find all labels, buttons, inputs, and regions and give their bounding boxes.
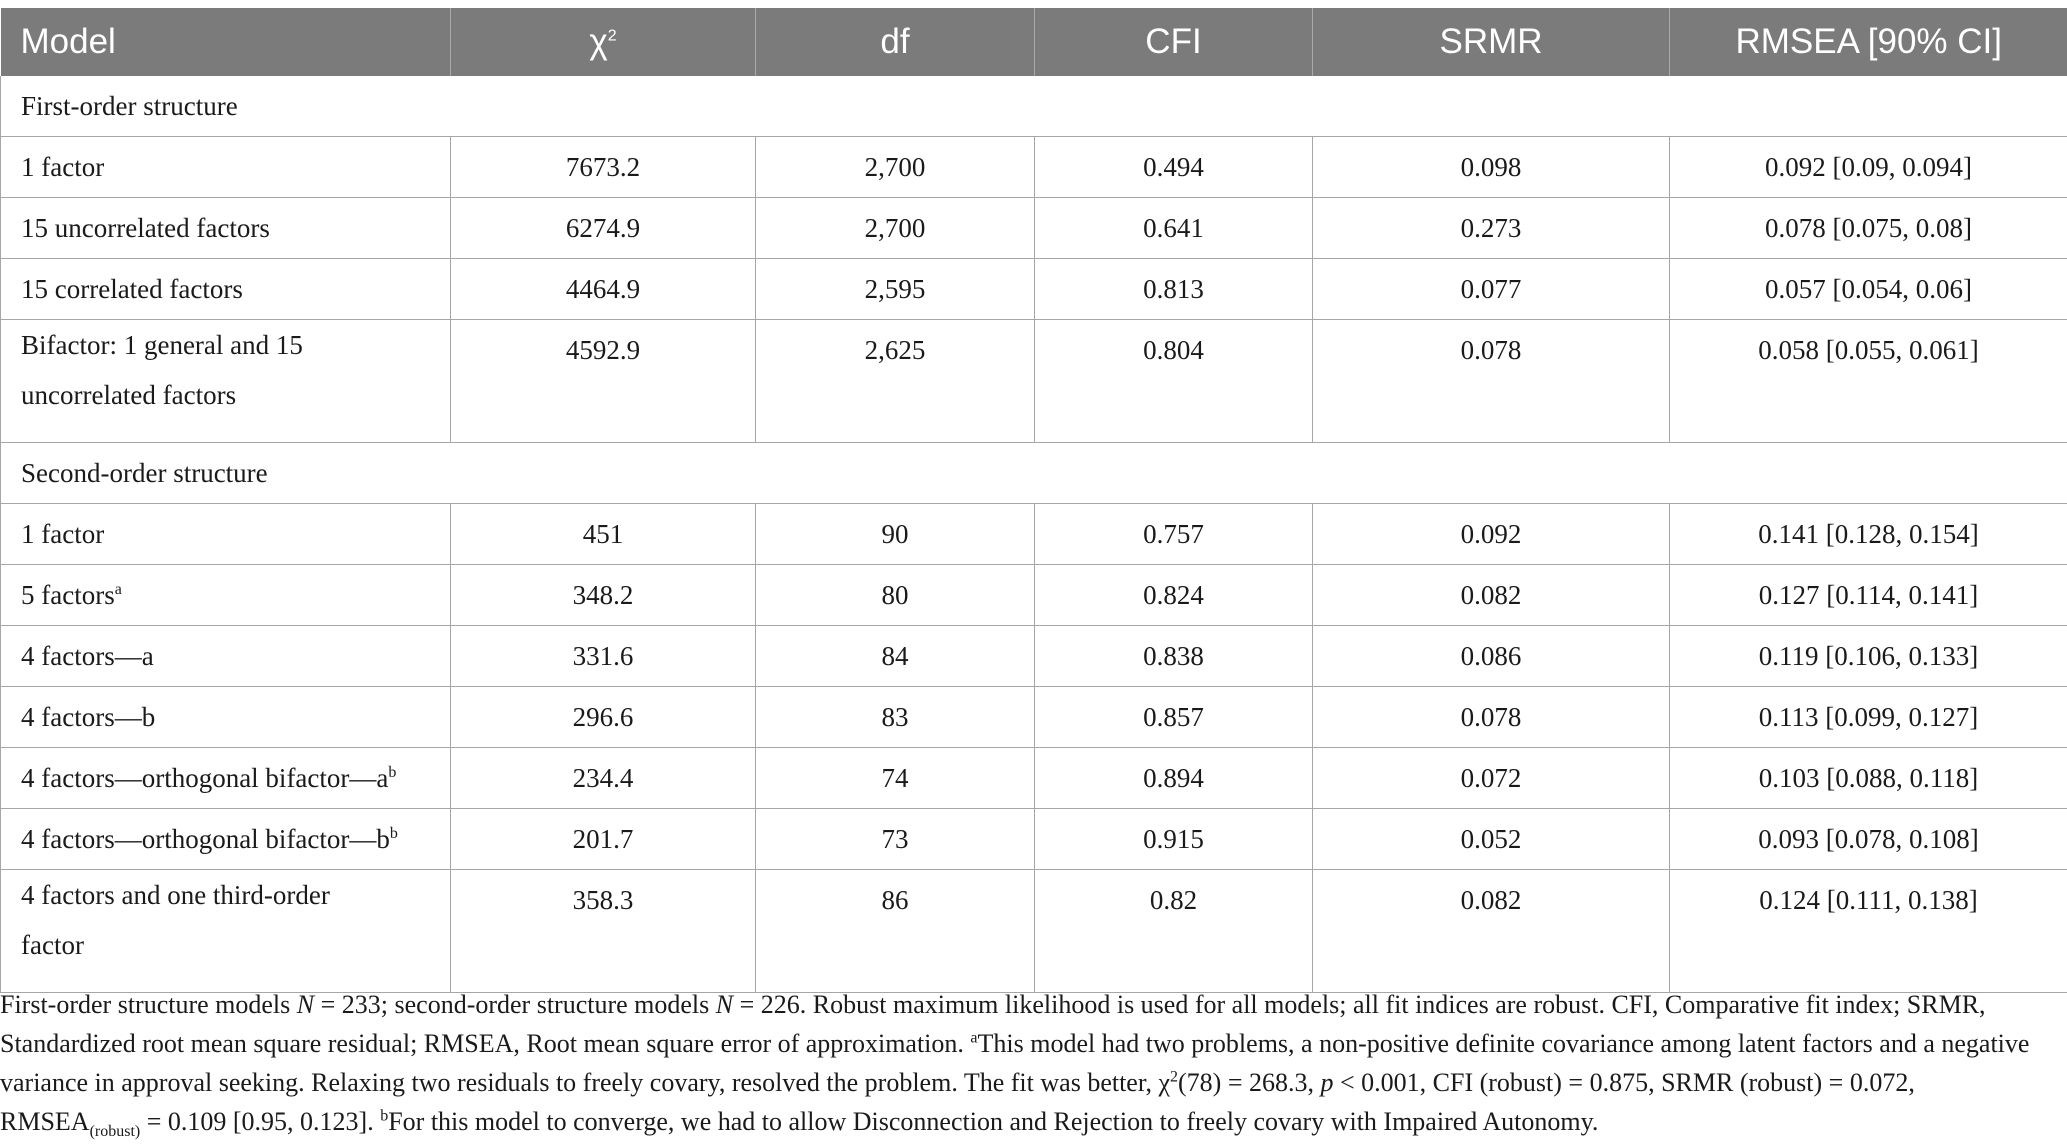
table-row bbox=[1, 687, 2067, 748]
cell-model: 15 correlated factors bbox=[1, 259, 451, 320]
cell-model-text: 5 factors bbox=[21, 579, 115, 610]
cell-chi2: 358.3 bbox=[451, 870, 756, 993]
footnote-text: < 0.001, CFI (robust) = 0.875, SRMR (robust) = 0.072, RMSEA bbox=[0, 1068, 1915, 1136]
cell-df: 80 bbox=[756, 565, 1035, 626]
cell-cfi: 0.804 bbox=[1035, 320, 1313, 443]
cell-model-line-2: factor bbox=[21, 930, 84, 960]
cell-chi2: 4592.9 bbox=[451, 320, 756, 443]
header-chi-square bbox=[451, 8, 756, 76]
cell-srmr: 0.082 bbox=[1313, 565, 1670, 626]
table-row bbox=[1, 565, 2067, 626]
table-row bbox=[1, 748, 2067, 809]
section-row-first-order bbox=[1, 76, 2067, 137]
cell-df: 74 bbox=[756, 748, 1035, 809]
cell-model bbox=[1, 565, 451, 626]
header-chi-symbol: χ bbox=[589, 22, 608, 61]
cell-chi2: 6274.9 bbox=[451, 198, 756, 259]
cell-chi2: 348.2 bbox=[451, 565, 756, 626]
cell-rmsea: 0.124 [0.111, 0.138] bbox=[1670, 870, 2067, 993]
cell-model bbox=[1, 870, 451, 993]
table-row bbox=[1, 137, 2067, 198]
header-chi-superscript: 2 bbox=[607, 27, 617, 45]
table-row bbox=[1, 809, 2067, 870]
cell-model-line-1: Bifactor: 1 general and 15 bbox=[21, 330, 303, 360]
footnote-marker-b: b bbox=[389, 824, 398, 842]
table-row bbox=[1, 198, 2067, 259]
cell-srmr: 0.052 bbox=[1313, 809, 1670, 870]
table-row bbox=[1, 870, 2067, 993]
cell-cfi: 0.915 bbox=[1035, 809, 1313, 870]
cell-rmsea: 0.058 [0.055, 0.061] bbox=[1670, 320, 2067, 443]
cell-chi2: 4464.9 bbox=[451, 259, 756, 320]
cell-df: 2,700 bbox=[756, 198, 1035, 259]
cell-chi2: 201.7 bbox=[451, 809, 756, 870]
cell-srmr: 0.273 bbox=[1313, 198, 1670, 259]
footnote-text: = 226. Robust maximum likelihood is used for all models; all fit indices are robust. CFI, Comparative fit index; SRMR, Standardized root mean square residual; RMSEA, Root mean square error of approximation. bbox=[0, 990, 1986, 1058]
cell-rmsea: 0.093 [0.078, 0.108] bbox=[1670, 809, 2067, 870]
cell-df: 86 bbox=[756, 870, 1035, 993]
footnote-n-label: N bbox=[296, 990, 315, 1019]
table-body bbox=[1, 76, 2067, 993]
footnote-paragraph bbox=[0, 985, 2050, 1141]
cell-rmsea: 0.057 [0.054, 0.06] bbox=[1670, 259, 2067, 320]
footnote-rmsea-subscript: (robust) bbox=[89, 1123, 141, 1141]
cell-srmr: 0.092 bbox=[1313, 504, 1670, 565]
cell-df: 90 bbox=[756, 504, 1035, 565]
cell-srmr: 0.077 bbox=[1313, 259, 1670, 320]
cell-model: 4 factors—a bbox=[1, 626, 451, 687]
fit-indices-table bbox=[0, 8, 2067, 993]
footnote-n-label: N bbox=[715, 990, 734, 1019]
cell-model: 15 uncorrelated factors bbox=[1, 198, 451, 259]
cell-rmsea: 0.103 [0.088, 0.118] bbox=[1670, 748, 2067, 809]
cell-srmr: 0.078 bbox=[1313, 320, 1670, 443]
cell-cfi: 0.838 bbox=[1035, 626, 1313, 687]
header-df: df bbox=[756, 8, 1035, 76]
cell-rmsea: 0.127 [0.114, 0.141] bbox=[1670, 565, 2067, 626]
cell-rmsea: 0.092 [0.09, 0.094] bbox=[1670, 137, 2067, 198]
cell-chi2: 331.6 bbox=[451, 626, 756, 687]
cell-rmsea: 0.119 [0.106, 0.133] bbox=[1670, 626, 2067, 687]
cell-df: 2,625 bbox=[756, 320, 1035, 443]
cell-cfi: 0.641 bbox=[1035, 198, 1313, 259]
cell-cfi: 0.757 bbox=[1035, 504, 1313, 565]
cell-rmsea: 0.141 [0.128, 0.154] bbox=[1670, 504, 2067, 565]
cell-df: 73 bbox=[756, 809, 1035, 870]
cell-model bbox=[1, 809, 451, 870]
footnote-p-label: p bbox=[1320, 1068, 1334, 1097]
table-row bbox=[1, 626, 2067, 687]
cell-chi2: 234.4 bbox=[451, 748, 756, 809]
cell-cfi: 0.857 bbox=[1035, 687, 1313, 748]
cell-model bbox=[1, 320, 451, 443]
cell-cfi: 0.894 bbox=[1035, 748, 1313, 809]
cell-model: 1 factor bbox=[1, 504, 451, 565]
cell-chi2: 296.6 bbox=[451, 687, 756, 748]
cell-chi2: 451 bbox=[451, 504, 756, 565]
table-footnote bbox=[0, 985, 2050, 1141]
cell-rmsea: 0.078 [0.075, 0.08] bbox=[1670, 198, 2067, 259]
cell-cfi: 0.494 bbox=[1035, 137, 1313, 198]
footnote-marker-a: a bbox=[114, 580, 122, 598]
footnote-text: This model had two problems, a non-positive definite covariance among latent factors and a negative variance in approval seeking. Relaxing two residuals to freely covary, resolved the problem. The fit was better, χ bbox=[0, 1029, 2030, 1097]
fit-indices-table-wrap bbox=[0, 8, 2067, 993]
cell-cfi: 0.813 bbox=[1035, 259, 1313, 320]
section-title: Second-order structure bbox=[1, 443, 2067, 504]
cell-model-text: 4 factors—orthogonal bifactor—b bbox=[21, 823, 390, 854]
section-row-second-order bbox=[1, 443, 2067, 504]
cell-df: 2,700 bbox=[756, 137, 1035, 198]
cell-df: 83 bbox=[756, 687, 1035, 748]
footnote-marker-b: b bbox=[388, 763, 397, 781]
cell-model: 1 factor bbox=[1, 137, 451, 198]
cell-srmr: 0.086 bbox=[1313, 626, 1670, 687]
footnote-marker-a: a bbox=[970, 1029, 978, 1047]
cell-model-line-2: uncorrelated factors bbox=[21, 380, 237, 410]
cell-srmr: 0.072 bbox=[1313, 748, 1670, 809]
table-row bbox=[1, 504, 2067, 565]
footnote-text: For this model to converge, we had to allow Disconnection and Rejection to freely covary with Impaired Autonomy. bbox=[388, 1107, 1599, 1136]
cell-model-line-1: 4 factors and one third-order bbox=[21, 880, 330, 910]
header-cfi: CFI bbox=[1035, 8, 1313, 76]
footnote-chi-superscript: 2 bbox=[1170, 1068, 1178, 1086]
cell-df: 84 bbox=[756, 626, 1035, 687]
table-row bbox=[1, 259, 2067, 320]
footnote-text: (78) = 268.3, bbox=[1178, 1068, 1321, 1097]
cell-srmr: 0.098 bbox=[1313, 137, 1670, 198]
table-row bbox=[1, 320, 2067, 443]
section-title: First-order structure bbox=[1, 76, 2067, 137]
cell-rmsea: 0.113 [0.099, 0.127] bbox=[1670, 687, 2067, 748]
table-header bbox=[1, 8, 2067, 76]
cell-df: 2,595 bbox=[756, 259, 1035, 320]
footnote-marker-b: b bbox=[380, 1107, 389, 1125]
footnote-text: = 0.109 [0.95, 0.123]. bbox=[140, 1107, 381, 1136]
footnote-text: First-order structure models bbox=[0, 990, 297, 1019]
cell-srmr: 0.082 bbox=[1313, 870, 1670, 993]
cell-chi2: 7673.2 bbox=[451, 137, 756, 198]
header-rmsea: RMSEA [90% CI] bbox=[1670, 8, 2067, 76]
cell-model bbox=[1, 748, 451, 809]
cell-srmr: 0.078 bbox=[1313, 687, 1670, 748]
header-model: Model bbox=[1, 8, 451, 76]
cell-model-text: 4 factors—orthogonal bifactor—a bbox=[21, 762, 389, 793]
cell-cfi: 0.82 bbox=[1035, 870, 1313, 993]
cell-model: 4 factors—b bbox=[1, 687, 451, 748]
header-srmr: SRMR bbox=[1313, 8, 1670, 76]
footnote-text: = 233; second-order structure models bbox=[314, 990, 716, 1019]
cell-cfi: 0.824 bbox=[1035, 565, 1313, 626]
